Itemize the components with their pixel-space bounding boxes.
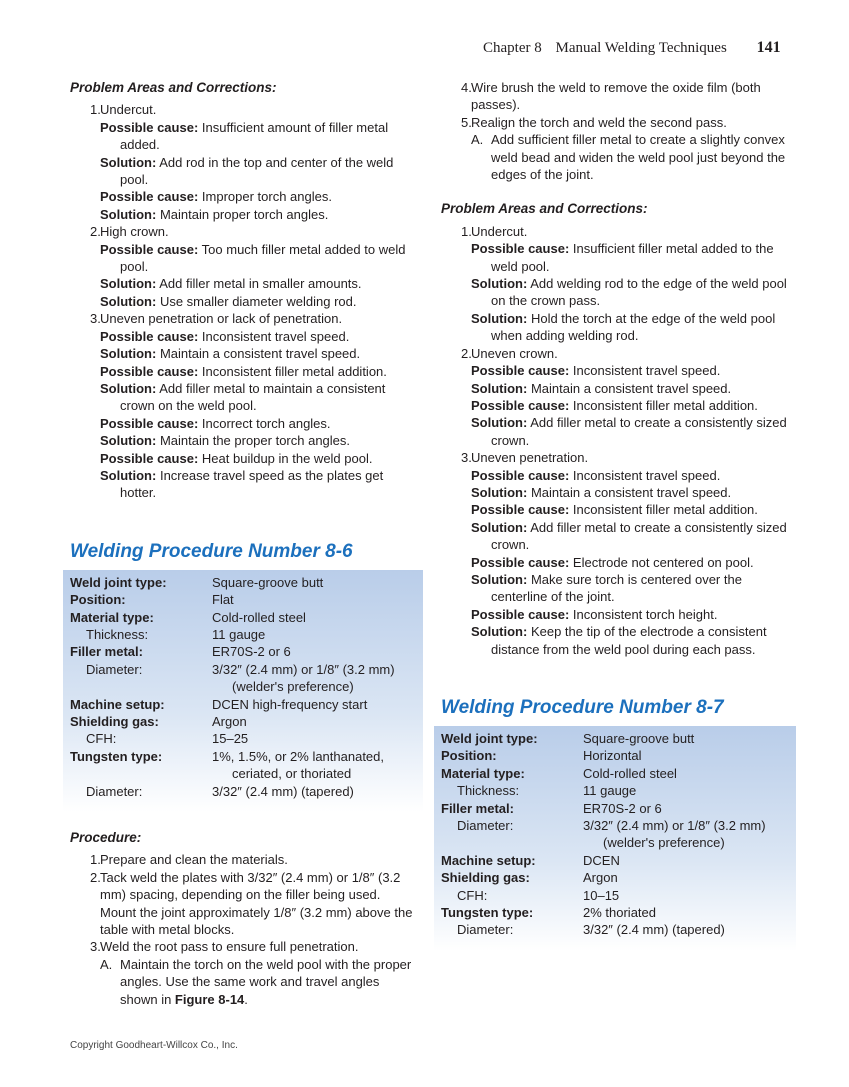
spec-row — [70, 783, 416, 800]
figure-reference: Figure 8-14 — [174, 991, 245, 1007]
spec-value: Square-groove butt — [212, 574, 324, 590]
item-text-end: . — [244, 991, 248, 1007]
spec-row — [70, 748, 416, 783]
spec-label: Machine setup: — [70, 696, 165, 712]
item-marker: A. — [100, 956, 113, 972]
line-label: Possible cause: — [100, 189, 199, 205]
line-text: Keep the tip of the electrode a consistent distance from the weld pool during each pass. — [491, 624, 767, 657]
cause-solution-line — [441, 501, 793, 518]
line-text: Insufficient filler metal added to the weld pool. — [491, 241, 774, 274]
spec-value: 11 gauge — [583, 783, 637, 799]
line-text: Inconsistent travel speed. — [201, 328, 350, 344]
cause-solution-line — [70, 415, 420, 432]
line-text: Increase travel speed as the plates get hotter. — [120, 467, 384, 501]
numbered-item — [70, 869, 420, 939]
procedure-title: Welding Procedure Number 8-6 — [70, 540, 353, 562]
line-text: Inconsistent torch height. — [572, 606, 718, 622]
line-label: Possible cause: — [100, 415, 199, 431]
numbered-item — [70, 851, 420, 868]
section-heading: Procedure: — [70, 830, 142, 846]
cause-solution-line — [441, 414, 793, 449]
line-label: Solution: — [100, 433, 157, 449]
cause-solution-line — [441, 623, 793, 658]
cause-solution-line — [70, 293, 420, 310]
cause-solution-line — [441, 397, 793, 414]
item-text: Tack weld the plates with 3/32″ (2.4 mm) or 1/8″ (3.2 mm) spacing, depending on the filler being used. Mount the joint approximately 1/8″ (3.2 mm) above the table with metal blocks. — [100, 869, 413, 938]
cause-solution-line — [70, 345, 420, 362]
line-label: Solution: — [100, 467, 157, 483]
spec-row — [441, 747, 789, 764]
spec-label: Weld joint type: — [70, 574, 167, 590]
line-label: Solution: — [471, 519, 528, 535]
copyright-footer: Copyright Goodheart-Willcox Co., Inc. — [70, 1040, 238, 1051]
item-marker: 1. — [461, 223, 472, 239]
spec-row — [441, 904, 789, 921]
spec-label: Thickness: — [457, 783, 520, 799]
cause-solution-line — [70, 119, 420, 154]
line-text: Make sure torch is centered over the centerline of the joint. — [491, 571, 742, 605]
numbered-item — [441, 79, 793, 114]
numbered-item — [441, 345, 793, 362]
line-text: Inconsistent travel speed. — [572, 467, 721, 483]
line-label: Possible cause: — [471, 467, 570, 483]
cause-solution-line — [70, 450, 420, 467]
spec-row — [441, 852, 789, 869]
line-text: Use smaller diameter welding rod. — [159, 293, 357, 309]
line-label: Solution: — [100, 293, 157, 309]
line-label: Possible cause: — [471, 363, 570, 379]
spec-label: Weld joint type: — [441, 731, 538, 746]
line-label: Solution: — [100, 346, 157, 362]
line-label: Possible cause: — [100, 328, 199, 344]
spec-row — [441, 869, 789, 886]
line-text: Hold the torch at the edge of the weld pool when adding welding rod. — [491, 310, 776, 344]
line-label: Solution: — [471, 571, 528, 587]
item-marker: 3. — [90, 939, 101, 955]
line-text: Add filler metal in smaller amounts. — [159, 276, 362, 292]
spec-value: Square-groove butt — [583, 731, 695, 746]
cause-solution-line — [441, 380, 793, 397]
lettered-subitem — [441, 131, 793, 183]
procedure-title: Welding Procedure Number 8-7 — [441, 697, 724, 718]
spec-row — [70, 713, 416, 730]
item-text: Wire brush the weld to remove the oxide film (both passes). — [471, 80, 761, 113]
line-label: Possible cause: — [100, 119, 199, 135]
cause-solution-line — [441, 275, 793, 310]
spec-label: Material type: — [441, 765, 525, 781]
line-label: Possible cause: — [100, 450, 199, 466]
spec-label: Shielding gas: — [441, 870, 530, 886]
spec-value: Horizontal — [583, 748, 642, 764]
spec-value: Cold-rolled steel — [212, 609, 306, 625]
spec-row — [441, 730, 789, 747]
item-text: High crown. — [100, 224, 169, 240]
item-marker: 1. — [90, 852, 101, 868]
cause-solution-line — [441, 310, 793, 345]
line-text: Maintain the proper torch angles. — [159, 433, 351, 449]
spec-row — [70, 626, 416, 643]
item-text: Uneven penetration. — [471, 450, 589, 466]
cause-solution-line — [441, 519, 793, 554]
spec-value: ER70S-2 or 6 — [583, 800, 662, 816]
line-text: Inconsistent filler metal addition. — [201, 363, 387, 379]
spec-value: 3/32″ (2.4 mm) (tapered) — [212, 783, 354, 799]
spec-label: CFH: — [86, 731, 117, 747]
cause-solution-line — [70, 380, 420, 415]
spec-row — [441, 921, 789, 938]
spec-value: 11 gauge — [212, 626, 266, 642]
spec-value: Cold-rolled steel — [583, 765, 677, 781]
cause-solution-line — [70, 467, 420, 502]
page-number: 141 — [756, 39, 781, 56]
section-heading: Problem Areas and Corrections: — [70, 80, 277, 95]
line-text: Inconsistent filler metal addition. — [572, 397, 758, 413]
section-heading: Problem Areas and Corrections: — [441, 201, 648, 217]
line-text: Too much filler metal added to weld pool. — [120, 241, 406, 275]
chapter-title: Manual Welding Techniques — [555, 40, 727, 56]
item-marker: 5. — [461, 114, 472, 130]
spec-row — [70, 730, 416, 747]
spec-value: Argon — [212, 714, 247, 729]
cause-solution-line — [70, 154, 420, 189]
item-text: Undercut. — [471, 223, 528, 239]
spec-label: Tungsten type: — [441, 905, 534, 921]
cause-solution-line — [441, 362, 793, 379]
spec-label: Diameter: — [457, 922, 514, 938]
line-label: Possible cause: — [471, 502, 570, 518]
cause-solution-line — [70, 275, 420, 292]
spec-label: Machine setup: — [441, 852, 536, 868]
spec-value: Argon — [583, 870, 618, 886]
line-label: Solution: — [100, 154, 157, 170]
line-text: Inconsistent travel speed. — [572, 363, 721, 379]
line-label: Possible cause: — [471, 397, 570, 413]
running-header — [483, 39, 781, 57]
spec-value: ER70S-2 or 6 — [212, 644, 291, 660]
line-label: Possible cause: — [100, 363, 199, 379]
procedure-spec-box — [434, 726, 796, 951]
spec-row — [441, 887, 789, 904]
cause-solution-line — [70, 241, 420, 276]
left-column — [70, 79, 420, 1008]
cause-solution-line — [441, 554, 793, 571]
line-text: Insufficient amount of filler metal added. — [120, 119, 389, 153]
spec-label: Filler metal: — [70, 644, 143, 660]
spec-value: 1%, 1.5%, or 2% lanthanated, ceriated, or thoriated — [212, 748, 385, 782]
spec-value: DCEN high-frequency start — [212, 696, 368, 712]
numbered-item — [70, 938, 420, 955]
cause-solution-line — [70, 432, 420, 449]
line-text: Incorrect torch angles. — [201, 415, 331, 431]
cause-solution-line — [70, 328, 420, 345]
line-text: Add filler metal to maintain a consistent crown on the weld pool. — [120, 380, 386, 414]
spec-value: 3/32″ (2.4 mm) (tapered) — [583, 922, 725, 938]
spec-row — [70, 591, 416, 608]
item-text: Realign the torch and weld the second pass. — [471, 114, 727, 130]
cause-solution-line — [70, 363, 420, 380]
cause-solution-line — [441, 240, 793, 275]
item-marker: 2. — [90, 869, 101, 885]
spec-label: Position: — [70, 592, 126, 608]
procedure-spec-box — [63, 570, 423, 812]
spec-label: Position: — [441, 748, 497, 764]
spec-row — [70, 609, 416, 626]
numbered-item — [441, 114, 793, 131]
line-label: Solution: — [100, 206, 157, 222]
spec-label: Shielding gas: — [70, 714, 159, 729]
item-text: Undercut. — [100, 102, 157, 118]
numbered-item — [70, 223, 420, 240]
spec-row — [441, 800, 789, 817]
item-text: Uneven crown. — [471, 345, 558, 361]
cause-solution-line — [441, 467, 793, 484]
spec-row — [441, 765, 789, 782]
spec-row — [441, 782, 789, 799]
line-text: Add welding rod to the edge of the weld pool on the crown pass. — [491, 276, 787, 309]
line-label: Possible cause: — [100, 241, 199, 257]
line-text: Electrode not centered on pool. — [572, 554, 754, 570]
spec-label: Filler metal: — [441, 800, 514, 816]
numbered-item — [441, 223, 793, 240]
item-text: Maintain the torch on the weld pool with the proper angles. Use the same work and travel angles shown in — [120, 956, 412, 1007]
item-marker: 4. — [461, 80, 472, 95]
item-text: Uneven penetration or lack of penetration. — [100, 311, 343, 327]
line-text: Add rod in the top and center of the weld pool. — [120, 154, 394, 188]
line-label: Possible cause: — [471, 554, 570, 570]
cause-solution-line — [441, 606, 793, 623]
spec-value: Flat — [212, 592, 234, 608]
line-label: Solution: — [100, 276, 157, 292]
spec-label: Diameter: — [457, 818, 514, 834]
item-marker: 3. — [461, 450, 472, 466]
spec-value: DCEN — [583, 852, 620, 868]
spec-row — [70, 574, 416, 591]
item-text: Prepare and clean the materials. — [100, 852, 288, 868]
spec-value: 3/32″ (2.4 mm) or 1/8″ (3.2 mm) (welder's preference) — [212, 661, 395, 695]
line-text: Heat buildup in the weld pool. — [201, 450, 373, 466]
spec-row — [441, 817, 789, 852]
right-column — [441, 79, 793, 951]
line-text: Maintain proper torch angles. — [159, 206, 329, 222]
spec-label: Tungsten type: — [70, 748, 163, 764]
line-text: Maintain a consistent travel speed. — [530, 484, 732, 500]
lettered-subitem — [70, 956, 420, 1008]
item-marker: 3. — [90, 311, 101, 327]
numbered-item — [441, 449, 793, 466]
item-marker: 2. — [90, 224, 101, 240]
spacer — [70, 502, 420, 541]
line-text: Improper torch angles. — [201, 189, 332, 205]
item-marker: A. — [471, 132, 484, 148]
line-label: Solution: — [100, 380, 157, 396]
numbered-item — [70, 101, 420, 118]
line-text: Inconsistent filler metal addition. — [572, 502, 758, 518]
line-text: Add filler metal to create a consistently sized crown. — [491, 519, 787, 553]
spacer — [441, 658, 793, 697]
spec-label: Material type: — [70, 609, 154, 625]
line-label: Solution: — [471, 624, 528, 640]
spec-row — [70, 661, 416, 696]
spec-label: Thickness: — [86, 626, 149, 642]
line-text: Maintain a consistent travel speed. — [530, 380, 732, 396]
spec-label: Diameter: — [86, 661, 143, 677]
spec-value: 3/32″ (2.4 mm) or 1/8″ (3.2 mm) (welder's preference) — [583, 818, 766, 851]
line-label: Solution: — [471, 484, 528, 500]
item-marker: 1. — [90, 102, 101, 118]
line-label: Solution: — [471, 310, 528, 326]
spec-value: 2% thoriated — [583, 905, 656, 921]
spec-value: 10–15 — [583, 887, 620, 903]
spec-row — [70, 643, 416, 660]
spec-label: CFH: — [457, 887, 488, 903]
cause-solution-line — [70, 188, 420, 205]
line-text: Add filler metal to create a consistently sized crown. — [491, 415, 787, 448]
item-text: Weld the root pass to ensure full penetration. — [100, 939, 359, 955]
chapter-number: Chapter 8 — [483, 40, 542, 56]
cause-solution-line — [441, 571, 793, 606]
line-text: Maintain a consistent travel speed. — [159, 346, 361, 362]
line-label: Solution: — [471, 380, 528, 396]
line-label: Possible cause: — [471, 241, 570, 257]
item-text: Add sufficient filler metal to create a slightly convex weld bead and widen the weld pool just beyond the edges of the joint. — [491, 132, 786, 183]
spec-label: Diameter: — [86, 783, 143, 799]
line-label: Possible cause: — [471, 606, 570, 622]
cause-solution-line — [70, 206, 420, 223]
item-marker: 2. — [461, 345, 472, 361]
cause-solution-line — [441, 484, 793, 501]
spec-row — [70, 696, 416, 713]
line-label: Solution: — [471, 276, 528, 292]
spec-value: 15–25 — [212, 731, 249, 747]
line-label: Solution: — [471, 415, 528, 431]
numbered-item — [70, 310, 420, 327]
